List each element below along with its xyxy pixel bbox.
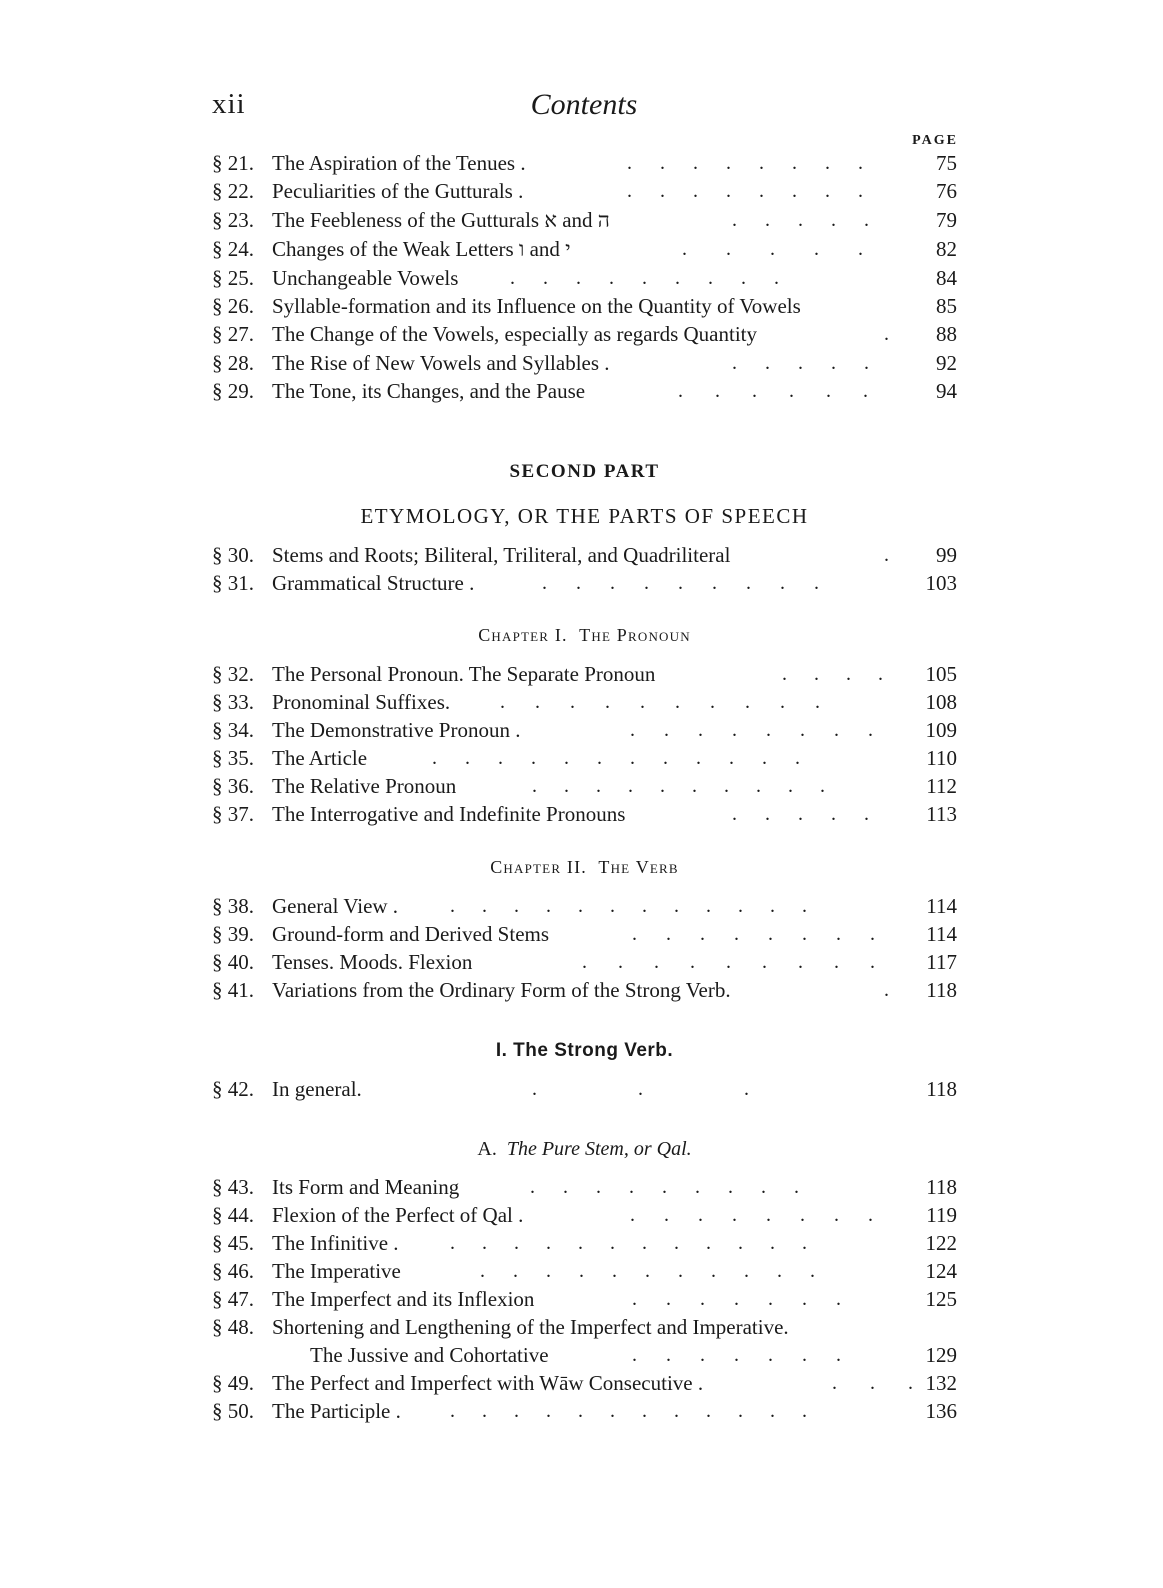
toc-entry (212, 661, 957, 687)
page-ref: 132 (925, 1371, 957, 1395)
toc-entry (212, 1202, 957, 1228)
entry-title: The Relative Pronoun (272, 774, 457, 798)
section-number: § 42. (212, 1077, 254, 1101)
toc-entry (212, 293, 957, 319)
leader-dots: . . . . . . . . . . . . (450, 1232, 807, 1254)
leader-dots: . . . . . (732, 209, 869, 231)
leader-dots: . . . . . . (678, 380, 868, 402)
page-ref: 114 (926, 922, 957, 946)
page-ref: 122 (925, 1231, 957, 1255)
section-number: § 40. (212, 950, 254, 974)
toc-entry (212, 207, 957, 233)
toc-entry (212, 570, 957, 596)
entry-title: The Imperative (272, 1259, 401, 1283)
toc-entry (212, 1230, 957, 1256)
section-number: § 30. (212, 543, 254, 567)
toc-entry (212, 949, 957, 975)
page-ref: 112 (926, 774, 957, 798)
section-subheading: I. The Strong Verb. (495, 1040, 674, 1061)
entry-title: In general. (272, 1077, 362, 1101)
subsection-heading (212, 1138, 957, 1161)
page-ref: 88 (936, 322, 957, 346)
leader-dots: . . . . . . . . (627, 180, 863, 202)
toc-entry (212, 893, 957, 919)
section-number: § 39. (212, 922, 254, 946)
entry-title: The Jussive and Cohortative (310, 1343, 549, 1367)
section-number: § 43. (212, 1175, 254, 1199)
page-ref: 110 (926, 746, 957, 770)
toc-entry (212, 150, 957, 176)
toc-entry (212, 265, 957, 291)
leader-dots: . (884, 544, 889, 566)
entry-title: The Interrogative and Indefinite Pronouns (272, 802, 626, 826)
leader-dots: . . . . . (732, 803, 869, 825)
page-ref: 75 (936, 151, 957, 175)
section-number: § 50. (212, 1399, 254, 1423)
toc-entry (212, 773, 957, 799)
entry-title: Shortening and Lengthening of the Imperfect and Imperative. (272, 1315, 789, 1339)
leader-dots: . . . . . . . . . . . . (432, 747, 800, 769)
leader-dots: . (884, 323, 889, 345)
entry-title: The Demonstrative Pronoun . (272, 718, 521, 742)
page-ref: 99 (936, 543, 957, 567)
page-ref: 79 (936, 208, 957, 232)
toc-entry-continuation (310, 1342, 957, 1368)
leader-dots: . . . . . . . . . (542, 572, 819, 594)
toc-entry (212, 745, 957, 771)
chapter-label: Chapter I. (478, 625, 568, 645)
page-ref: 118 (926, 1077, 957, 1101)
page-ref: 92 (936, 351, 957, 375)
page-ref: 84 (936, 266, 957, 290)
section-number: § 41. (212, 978, 254, 1002)
toc-entry (212, 717, 957, 743)
toc-entry (212, 350, 957, 376)
leader-dots: . . . (832, 1372, 913, 1394)
entry-title: Syllable-formation and its Influence on the Quantity of Vowels (272, 294, 801, 318)
leader-dots: . . . . . . . . (632, 923, 875, 945)
section-number: § 21. (212, 151, 254, 175)
toc-entry (212, 542, 957, 568)
leader-dots: . . . (532, 1078, 749, 1100)
leader-dots: . . . . . (682, 238, 863, 260)
entry-title: The Imperfect and its Inflexion (272, 1287, 535, 1311)
toc-entry (212, 178, 957, 204)
leader-dots: . . . . . . . . . . (532, 775, 825, 797)
subsection-title: The Pure Stem, or Qal. (506, 1138, 692, 1160)
page-ref: 94 (936, 379, 957, 403)
page-ref: 108 (925, 690, 957, 714)
entry-title: Grammatical Structure . (272, 571, 475, 595)
toc-entry (212, 378, 957, 404)
leader-dots: . . . . . . . . . . . (480, 1260, 815, 1282)
entry-title: The Perfect and Imperfect with Wāw Consecutive . (272, 1371, 704, 1395)
leader-dots: . . . . . . . (632, 1344, 841, 1366)
entry-title: Variations from the Ordinary Form of the Strong Verb. (272, 978, 731, 1002)
leader-dots: . . . . . . . . (630, 1204, 873, 1226)
page-ref: 85 (936, 294, 957, 318)
toc-entry (212, 977, 957, 1003)
section-number: § 28. (212, 351, 254, 375)
entry-title: The Change of the Vowels, especially as regards Quantity (272, 322, 758, 346)
section-number: § 25. (212, 266, 254, 290)
chapter-heading (212, 857, 957, 878)
toc-entry (212, 236, 957, 262)
section-number: § 38. (212, 894, 254, 918)
chapter-label: Chapter II. (490, 857, 587, 877)
entry-title: The Rise of New Vowels and Syllables . (272, 351, 610, 375)
page-title: Contents (530, 88, 638, 121)
leader-dots: . . . . . . . . (630, 719, 873, 741)
leader-dots: . . . . (782, 663, 883, 685)
section-number: § 48. (212, 1315, 254, 1339)
leader-dots: . . . . . (732, 352, 869, 374)
page-ref: 114 (926, 894, 957, 918)
section-number: § 36. (212, 774, 254, 798)
leader-dots: . . . . . . . . . . . . (450, 895, 807, 917)
page-ref: 136 (925, 1399, 957, 1423)
chapter-heading (212, 625, 957, 646)
section-number: § 33. (212, 690, 254, 714)
page-ref: 76 (936, 179, 957, 203)
page-number: xii (212, 88, 246, 120)
entry-title: Changes of the Weak Letters ו and י (272, 237, 571, 261)
entry-title: Its Form and Meaning (272, 1175, 460, 1199)
section-number: § 23. (212, 208, 254, 232)
entry-title: Stems and Roots; Biliteral, Triliteral, and Quadriliteral (272, 543, 731, 567)
entry-title: The Participle . (272, 1399, 401, 1423)
entry-title: The Personal Pronoun. The Separate Pronoun (272, 662, 656, 686)
chapter-name: The Verb (598, 857, 679, 877)
page-header (212, 88, 956, 128)
section-number: § 22. (212, 179, 254, 203)
toc-entry (212, 801, 957, 827)
page-ref: 124 (925, 1259, 957, 1283)
page-ref: 118 (926, 1175, 957, 1199)
section-number: § 49. (212, 1371, 254, 1395)
leader-dots: . . . . . . . . . (510, 267, 779, 289)
entry-title: Tenses. Moods. Flexion (272, 950, 473, 974)
toc-entry (212, 1258, 957, 1284)
page-ref: 119 (926, 1203, 957, 1227)
section-number: § 44. (212, 1203, 254, 1227)
section-number: § 27. (212, 322, 254, 346)
toc-entry (212, 1286, 957, 1312)
page-ref: 117 (926, 950, 957, 974)
entry-title: The Infinitive . (272, 1231, 399, 1255)
section-number: § 34. (212, 718, 254, 742)
entry-title: Unchangeable Vowels (272, 266, 459, 290)
entry-title: The Article (272, 746, 368, 770)
section-number: § 47. (212, 1287, 254, 1311)
section-number: § 45. (212, 1231, 254, 1255)
page-ref: 113 (926, 802, 957, 826)
leader-dots: . (884, 979, 889, 1001)
page-ref: 125 (925, 1287, 957, 1311)
toc-entry (212, 689, 957, 715)
toc-entry (212, 1398, 957, 1424)
toc-entry (212, 321, 957, 347)
entry-title: Flexion of the Perfect of Qal . (272, 1203, 524, 1227)
page-ref: 118 (926, 978, 957, 1002)
leader-dots: . . . . . . . . (627, 152, 863, 174)
section-number: § 29. (212, 379, 254, 403)
entry-title: Peculiarities of the Gutturals . (272, 179, 524, 203)
entry-title: The Feebleness of the Gutturals א and ה (272, 208, 610, 232)
entry-title: Ground-form and Derived Stems (272, 922, 550, 946)
page-ref: 82 (936, 237, 957, 261)
section-number: § 37. (212, 802, 254, 826)
part-heading: SECOND PART (509, 461, 660, 482)
subsection-label: A. (477, 1138, 497, 1160)
leader-dots: . . . . . . . . . (530, 1176, 799, 1198)
section-number: § 35. (212, 746, 254, 770)
entry-title: The Tone, its Changes, and the Pause (272, 379, 586, 403)
part-subtitle: ETYMOLOGY, OR THE PARTS OF SPEECH (360, 504, 809, 528)
chapter-name: The Pronoun (579, 625, 691, 645)
leader-dots: . . . . . . . . . . (500, 691, 820, 713)
toc-entry (212, 1174, 957, 1200)
page-column-label: PAGE (912, 133, 958, 148)
entry-title: Pronominal Suffixes. (272, 690, 451, 714)
toc-entry (212, 1314, 957, 1340)
entry-title: The Aspiration of the Tenues . (272, 151, 526, 175)
section-number: § 26. (212, 294, 254, 318)
leader-dots: . . . . . . . . . . . . (450, 1400, 807, 1422)
section-number: § 46. (212, 1259, 254, 1283)
toc-entry (212, 1370, 957, 1396)
page-ref: 129 (925, 1343, 957, 1367)
leader-dots: . . . . . . . (632, 1288, 841, 1310)
section-number: § 31. (212, 571, 254, 595)
section-number: § 24. (212, 237, 254, 261)
section-number: § 32. (212, 662, 254, 686)
page-ref: 103 (925, 571, 957, 595)
leader-dots: . . . . . . . . . (582, 951, 875, 973)
entry-title: General View . (272, 894, 399, 918)
page-ref: 105 (925, 662, 957, 686)
toc-entry (212, 1076, 957, 1102)
toc-entry (212, 921, 957, 947)
page-ref: 109 (925, 718, 957, 742)
